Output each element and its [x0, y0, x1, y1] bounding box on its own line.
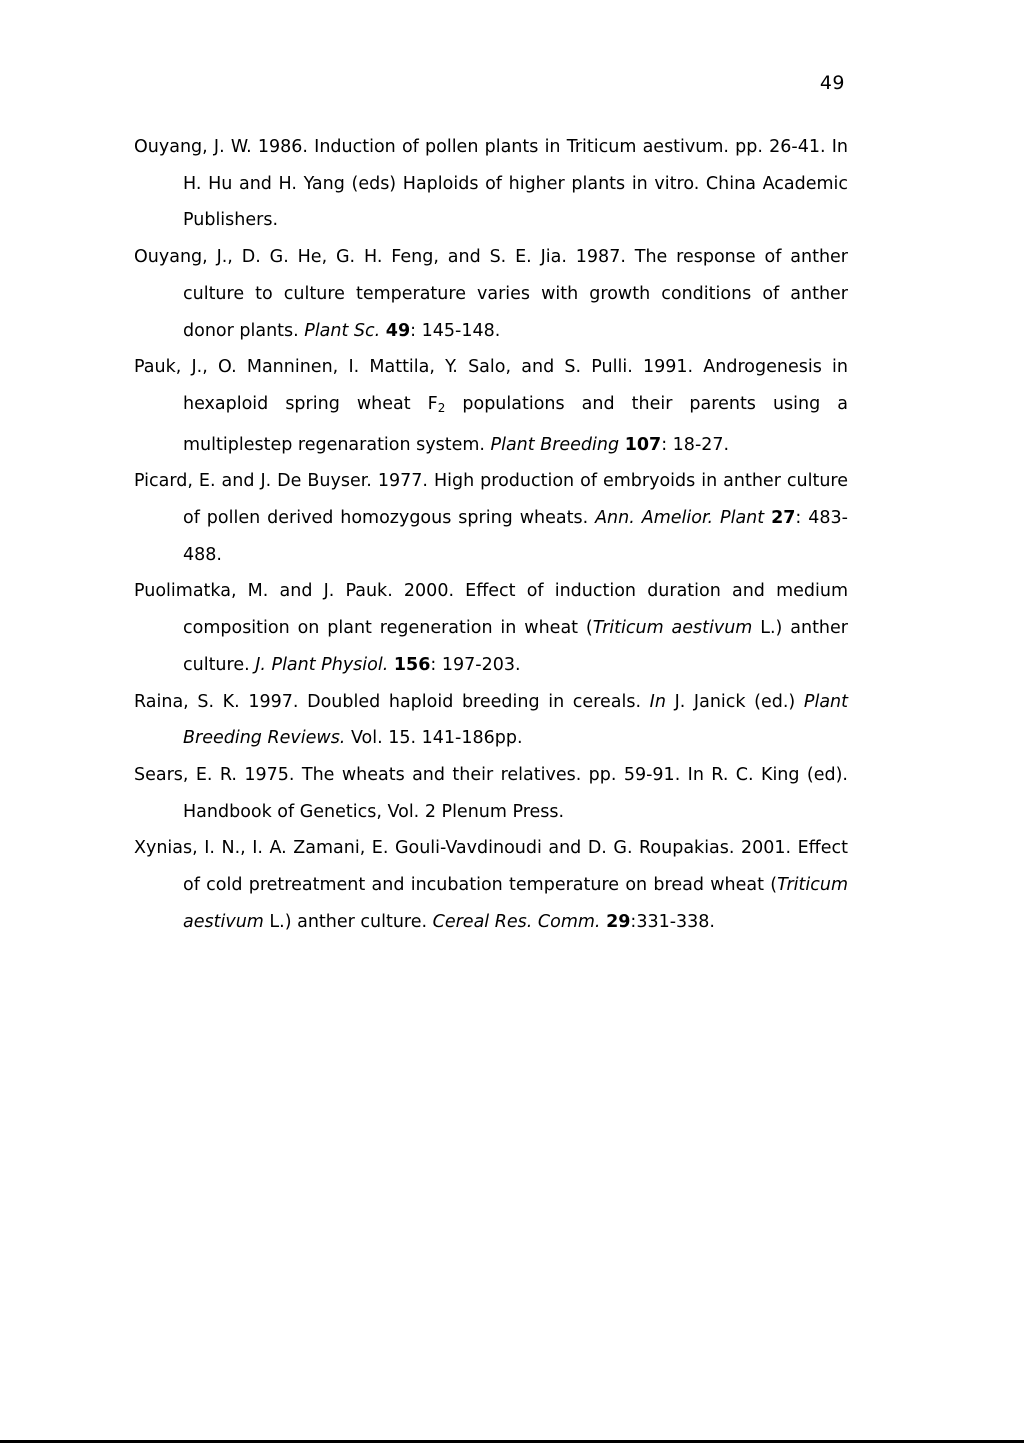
journal-name: Plant Breeding: [490, 434, 620, 455]
reference-item: [134, 129, 848, 239]
reference-item: [134, 349, 848, 463]
journal-name: Cereal Res. Comm.: [432, 911, 601, 932]
species-name: Triticum aestivum: [183, 875, 848, 932]
species-name: Triticum aestivum: [592, 618, 753, 639]
reference-text: Raina, S. K. 1997. Doubled haploid breeding in cereals.: [134, 691, 650, 712]
reference-text: Pauk, J., O. Manninen, I. Mattila, Y. Salo, and S. Pulli. 1991. Androgenesis in hexaploid spring wheat F: [134, 357, 848, 414]
book-title: Plant Breeding Reviews.: [183, 691, 848, 749]
journal-name: J. Plant Physiol.: [255, 654, 389, 675]
reference-text: populations and their parents using a multiplestep regenaration system.: [183, 393, 848, 455]
reference-item: [134, 463, 848, 573]
page-number: 49: [819, 72, 845, 94]
page-range: : 145-148.: [410, 320, 501, 341]
subscript: 2: [437, 400, 446, 415]
reference-text: Picard, E. and J. De Buyser. 1977. High production of embryoids in anther culture of pollen derived homozygous spring wheats.: [134, 471, 848, 529]
reference-item: [134, 684, 848, 757]
reference-item: [134, 830, 848, 940]
reference-text: Ouyang, J., D. G. He, G. H. Feng, and S. E. Jia. 1987. The response of anther culture to culture temperature varies with growth conditions of anther donor plants.: [134, 247, 848, 341]
page-range: : 18-27.: [661, 434, 730, 455]
volume-number: 49: [385, 320, 411, 341]
volume-number: 29: [606, 911, 631, 932]
volume-number: 156: [393, 654, 431, 675]
reference-text: L.) anther culture.: [183, 618, 848, 675]
italic-word: In: [649, 691, 666, 712]
reference-item: [134, 239, 848, 349]
reference-text: Xynias, I. N., I. A. Zamani, E. Gouli-Vavdinoudi and D. G. Roupakias. 2001. Effect of cold pretreatment and incubation temperature on bread wheat (: [134, 838, 848, 896]
page-range: : 197-203.: [430, 654, 521, 675]
volume-number: 107: [624, 434, 662, 455]
reference-text: J. Janick (ed.): [665, 691, 804, 712]
reference-text: Vol. 15. 141-186pp.: [345, 728, 523, 749]
volume-number: 27: [771, 508, 796, 529]
journal-name: Ann. Amelior. Plant: [595, 508, 765, 529]
reference-item: [134, 573, 848, 683]
reference-item: [134, 757, 848, 830]
reference-text: Ouyang, J. W. 1986. Induction of pollen plants in Triticum aestivum. pp. 26-41. In H. Hu and H. Yang (eds) Haploids of higher plants in vitro. China Academic Publishers.: [134, 137, 848, 231]
reference-text: L.) anther culture.: [263, 911, 433, 932]
page-range: : 483-488.: [183, 508, 848, 565]
reference-text: Sears, E. R. 1975. The wheats and their relatives. pp. 59-91. In R. C. King (ed). Handbook of Genetics, Vol. 2 Plenum Press.: [134, 764, 848, 822]
reference-list: [134, 129, 848, 940]
journal-name: Plant Sc.: [304, 320, 381, 341]
reference-text: Puolimatka, M. and J. Pauk. 2000. Effect of induction duration and medium composition on plant regeneration in wheat (: [134, 581, 848, 639]
page-range: :331-338.: [630, 911, 715, 932]
